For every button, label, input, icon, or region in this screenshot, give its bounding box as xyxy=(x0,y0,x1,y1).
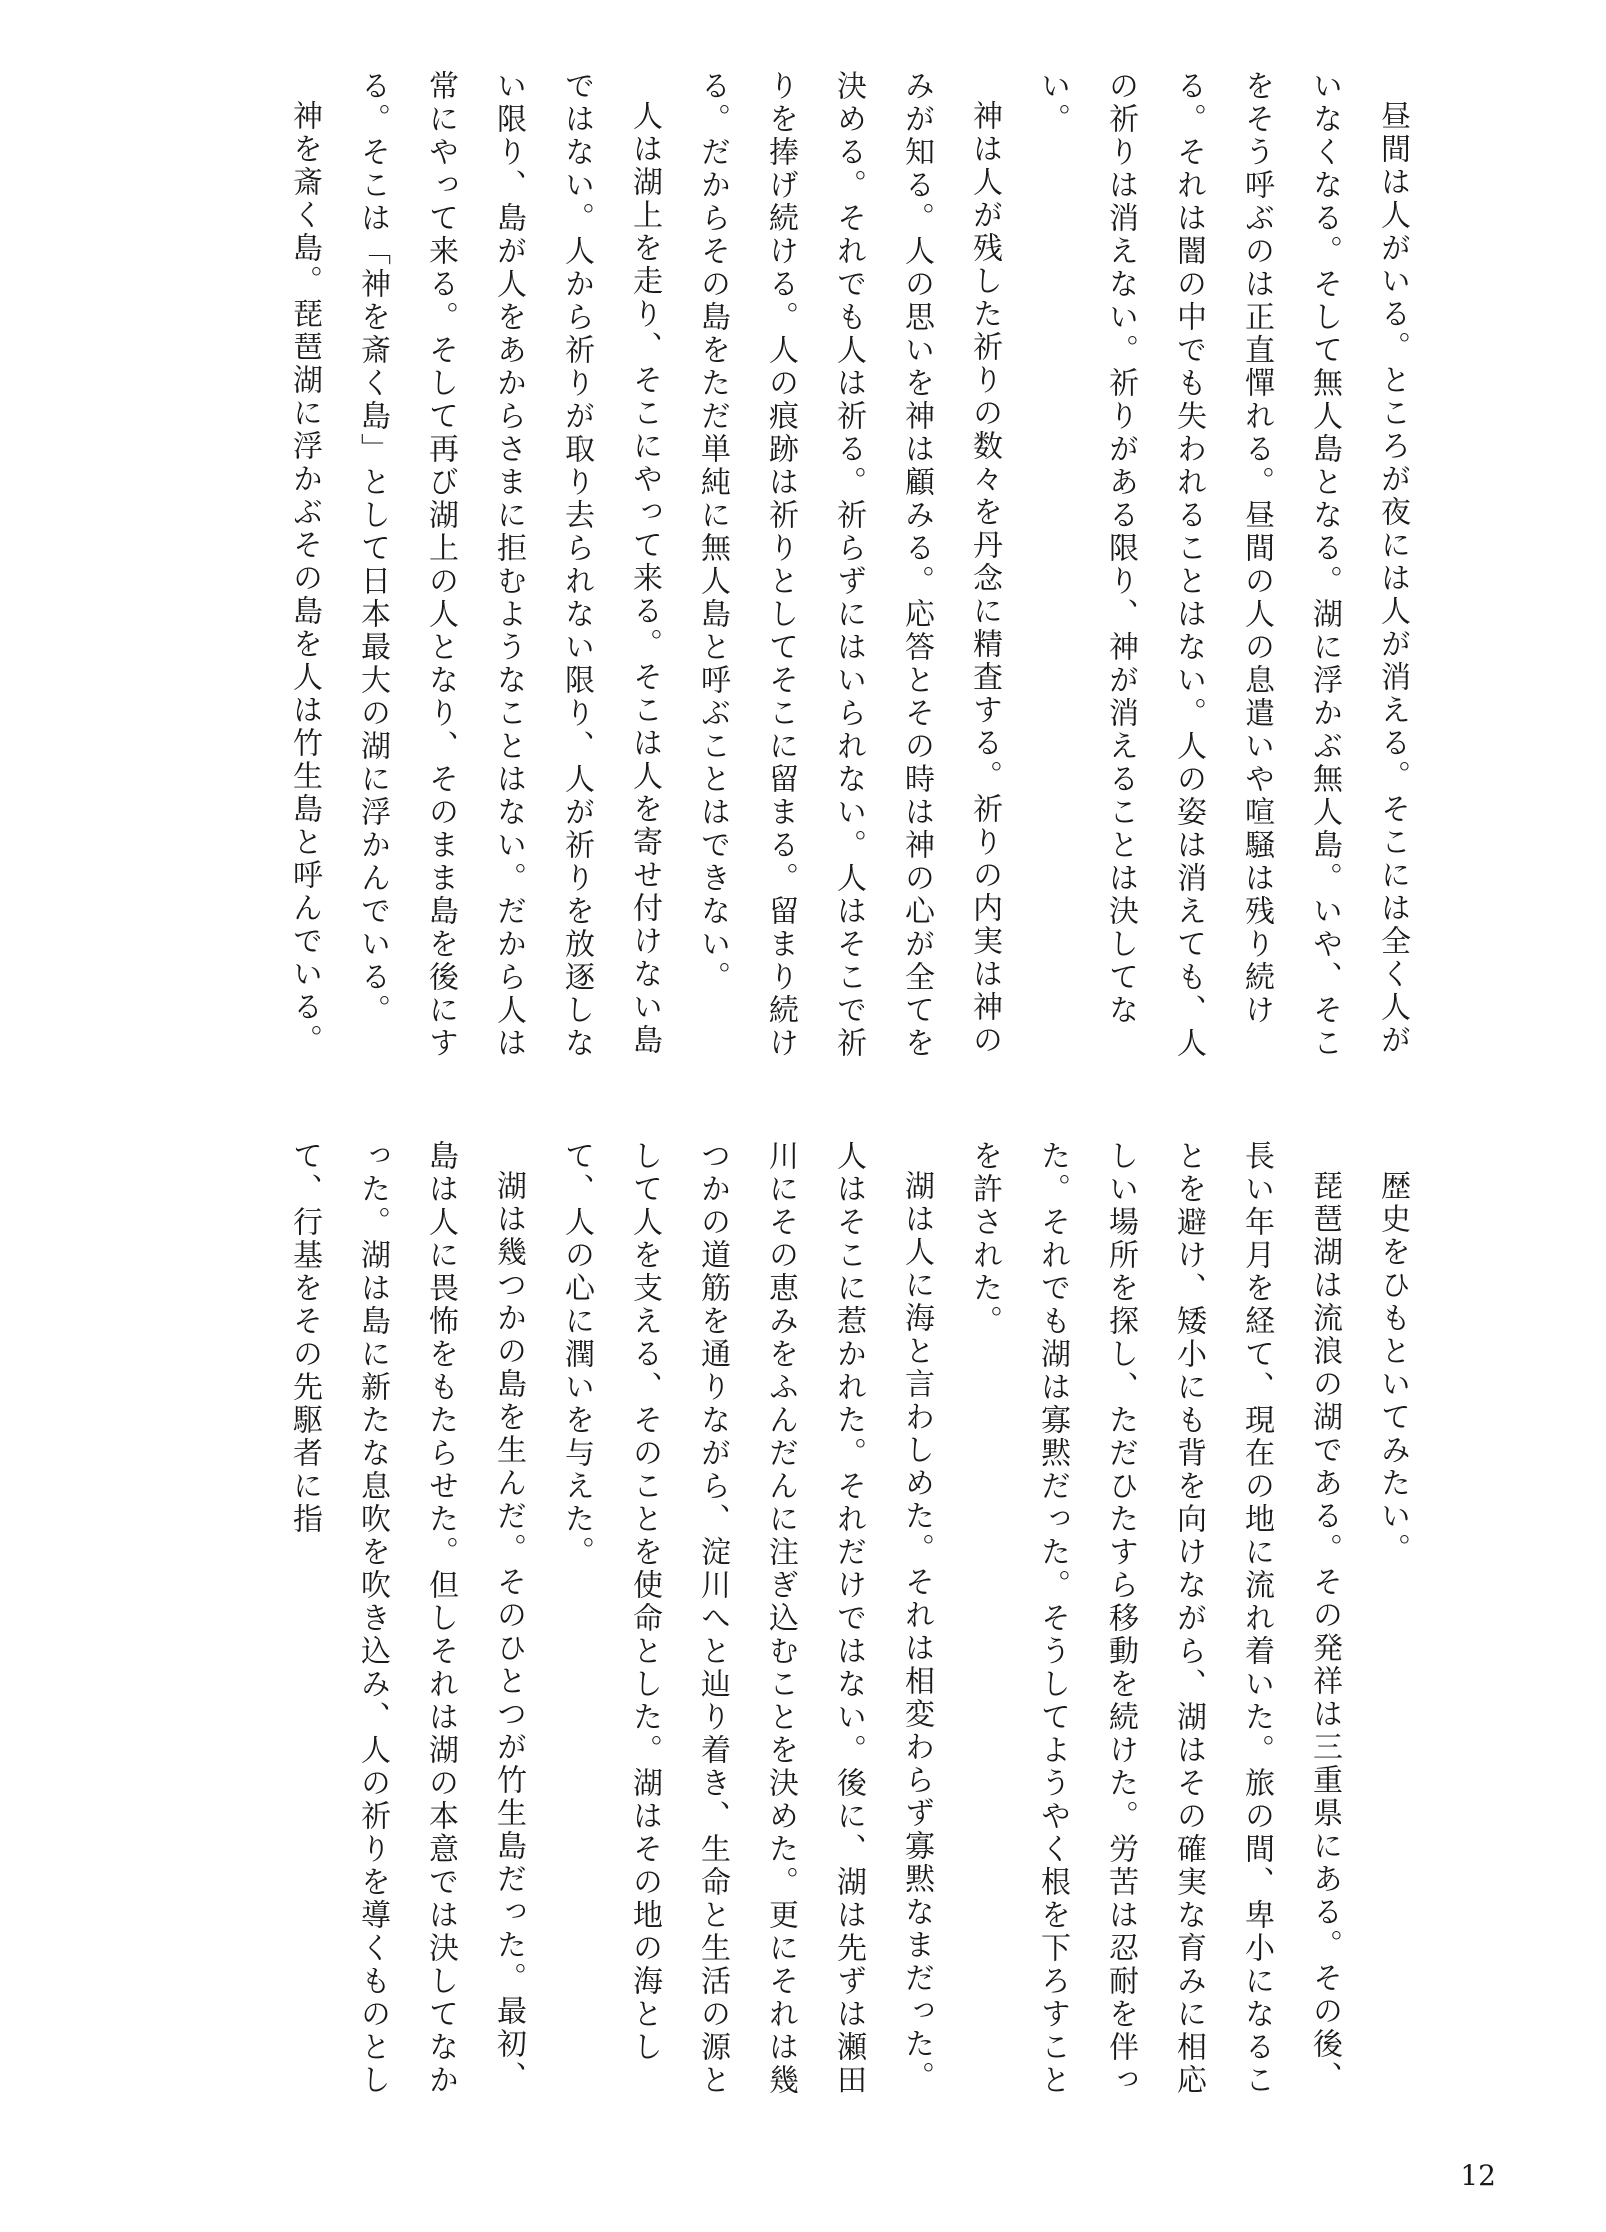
paragraph: 人は湖上を走り、そこにやって来る。そこは人を寄せ付けない島ではない。人から祈りが取り去られない限り、人が祈りを放逐しない限り、島が人をあからさまに拒むようなことはない。だから人は常にやって来る。そして再び湖上の人となり、そのまま島を後にする。そこは「神を斎く島」として日本最大の湖に浮かんでいる。 xyxy=(355,70,662,1060)
bottom-text-block xyxy=(166,1140,1426,2120)
top-text-block xyxy=(166,70,1426,1060)
paragraph: 湖は人に海と言わしめた。それは相変わらず寡黙なまだった。人はそこに惹かれた。それだけではない。後に、湖は先ずは瀬田川にその恵みをふんだんに注ぎ込むことを決めた。更にそれは幾つかの道筋を通りながら、淀川へと辿り着き、生命と生活の源として人を支える、そのことを使命とした。湖はその地の海として、人の心に潤いを与えた。 xyxy=(559,1140,934,2097)
paragraph: 神は人が残した祈りの数々を丹念に精査する。祈りの内実は神のみが知る。人の思いを神は顧みる。応答とその時は神の心が全てを決める。それでも人は祈る。祈らずにはいられない。人はそこで祈りを捧げ続ける。人の痕跡は祈りとしてそこに留まる。留まり続ける。だからその島をただ単純に無人島と呼ぶことはできない。 xyxy=(695,70,1002,1060)
section-heading: 歴史をひもといてみたい。 xyxy=(1375,1170,1410,1566)
paragraph: 神を斎く島。琵琶湖に浮かぶその島を人は竹生島と呼んでいる。 xyxy=(287,100,322,1057)
page-number: 12 xyxy=(1460,2159,1496,2192)
paragraph: 昼間は人がいる。ところが夜には人が消える。そこには全く人がいなくなる。そして無人島となる。湖に浮かぶ無人島。いや、そこをそう呼ぶのは正直憚れる。昼間の人の息遣いや喧騒は残り続ける。それは闇の中でも失われることはない。人の姿は消えても、人の祈りは消えない。祈りがある限り、神が消えることは決してない。 xyxy=(1035,70,1410,1060)
paragraph: 琵琶湖は流浪の湖である。その発祥は三重県にある。その後、長い年月を経て、現在の地に流れ着いた。旅の間、卑小になることを避け、矮小にも背を向けながら、湖はその確実な育みに相応しい場所を探し、ただひたすら移動を続けた。労苦は忍耐を伴った。それでも湖は寡黙だった。そうしてようやく根を下ろすことを許された。 xyxy=(967,1140,1342,2097)
paragraph: 湖は幾つかの島を生んだ。そのひとつが竹生島だった。最初、島は人に畏怖をもたらせた。但しそれは湖の本意では決してなかった。湖は島に新たな息吹を吹き込み、人の祈りを導くものとして、行基をその先駆者に指 xyxy=(287,1140,526,2097)
